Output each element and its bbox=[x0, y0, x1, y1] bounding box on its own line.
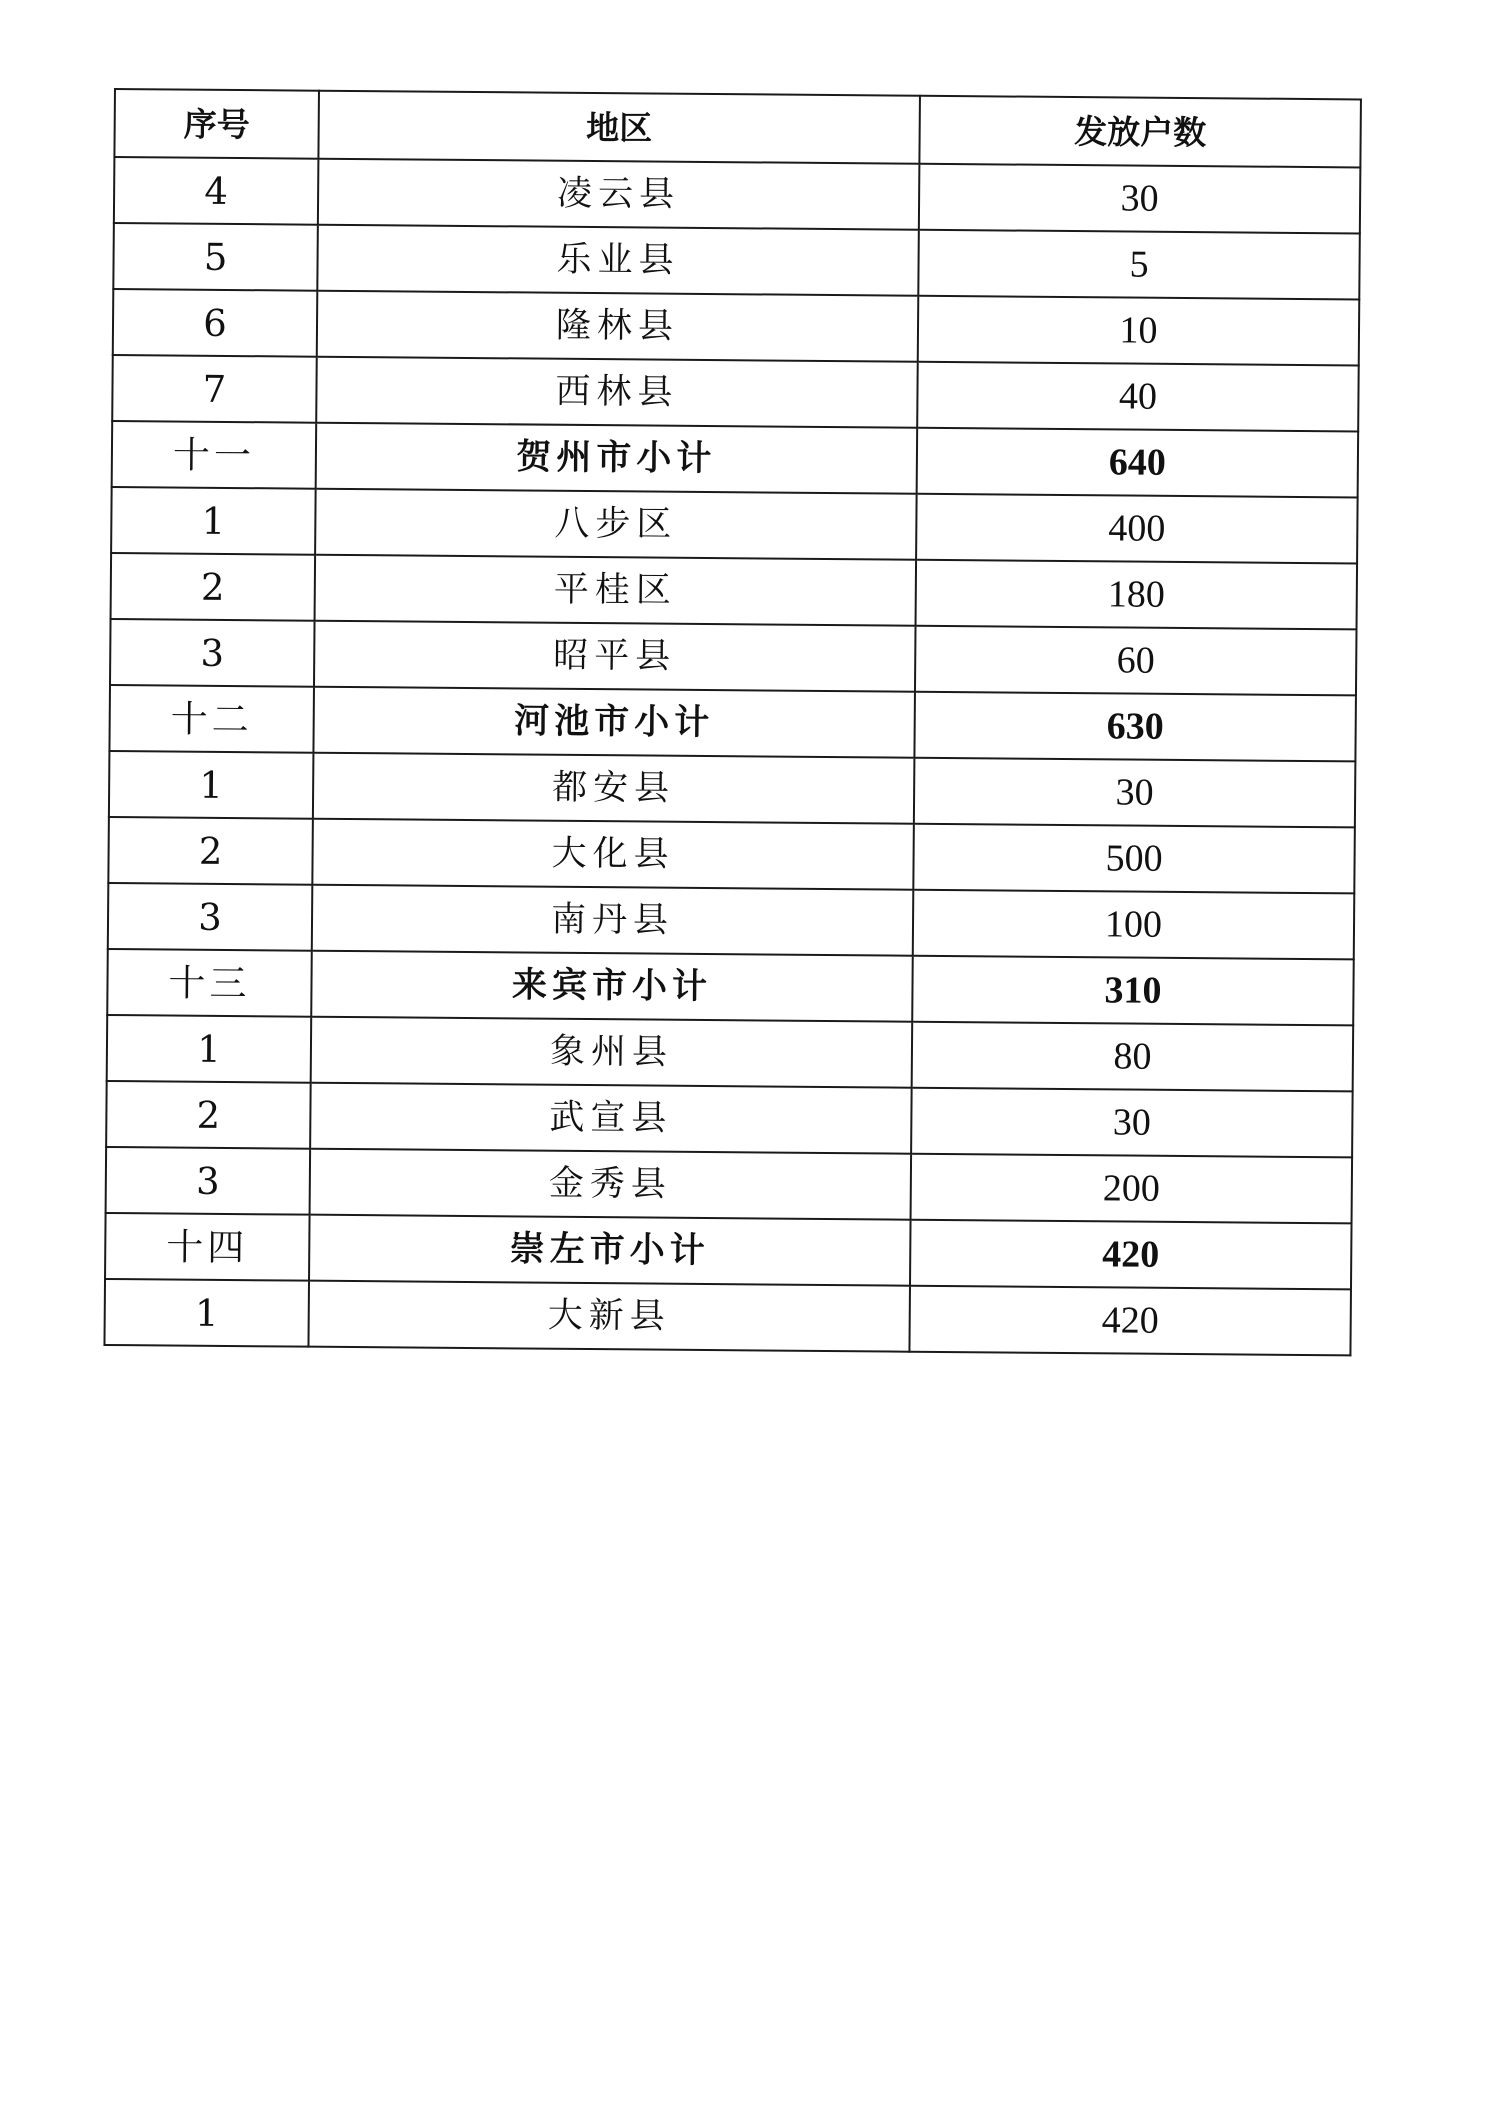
cell-region: 隆林县 bbox=[317, 291, 919, 362]
cell-seq: 十四 bbox=[105, 1213, 310, 1281]
cell-seq: 3 bbox=[106, 1147, 311, 1215]
cell-region: 来宾市小计 bbox=[311, 951, 913, 1022]
header-row bbox=[114, 89, 1361, 167]
cell-seq: 6 bbox=[113, 289, 318, 357]
subtotal-row bbox=[112, 421, 1359, 497]
cell-seq: 1 bbox=[109, 751, 314, 819]
cell-region: 平桂区 bbox=[315, 555, 917, 626]
cell-seq: 3 bbox=[108, 883, 313, 951]
table-row bbox=[110, 619, 1357, 695]
cell-region: 崇左市小计 bbox=[309, 1215, 911, 1286]
cell-seq: 4 bbox=[114, 157, 319, 225]
table-row bbox=[113, 289, 1360, 365]
table-row bbox=[104, 1279, 1351, 1355]
cell-count: 640 bbox=[917, 428, 1359, 498]
cell-seq: 1 bbox=[107, 1015, 312, 1083]
cell-count: 630 bbox=[914, 692, 1356, 762]
cell-seq: 3 bbox=[110, 619, 315, 687]
table-row bbox=[109, 751, 1356, 827]
cell-region: 大化县 bbox=[312, 819, 914, 890]
cell-count: 420 bbox=[910, 1220, 1352, 1290]
cell-region: 凌云县 bbox=[318, 159, 920, 230]
cell-seq: 1 bbox=[104, 1279, 309, 1347]
cell-count: 80 bbox=[912, 1022, 1354, 1092]
cell-region: 金秀县 bbox=[310, 1149, 912, 1220]
header-region: 地区 bbox=[318, 91, 920, 164]
cell-region: 贺州市小计 bbox=[316, 423, 918, 494]
cell-region: 南丹县 bbox=[312, 885, 914, 956]
cell-seq: 5 bbox=[113, 223, 318, 291]
cell-region: 象州县 bbox=[311, 1017, 913, 1088]
cell-region: 乐业县 bbox=[317, 225, 919, 296]
cell-region: 武宣县 bbox=[310, 1083, 912, 1154]
allocation-table bbox=[103, 88, 1361, 1356]
cell-seq: 十二 bbox=[109, 685, 314, 753]
subtotal-row bbox=[109, 685, 1356, 761]
cell-count: 400 bbox=[916, 494, 1358, 564]
cell-count: 5 bbox=[918, 230, 1360, 300]
cell-seq: 十一 bbox=[112, 421, 317, 489]
table-row bbox=[112, 355, 1359, 431]
table-body bbox=[104, 157, 1360, 1355]
table-row bbox=[107, 1015, 1354, 1091]
table-row bbox=[113, 223, 1360, 299]
table-row bbox=[108, 883, 1355, 959]
cell-count: 40 bbox=[917, 362, 1359, 432]
cell-count: 310 bbox=[912, 956, 1354, 1026]
cell-count: 10 bbox=[918, 296, 1360, 366]
subtotal-row bbox=[105, 1213, 1352, 1289]
cell-count: 420 bbox=[909, 1286, 1351, 1356]
cell-count: 60 bbox=[915, 626, 1357, 696]
cell-region: 大新县 bbox=[308, 1281, 910, 1352]
cell-count: 180 bbox=[916, 560, 1358, 630]
cell-seq: 7 bbox=[112, 355, 317, 423]
cell-region: 西林县 bbox=[316, 357, 918, 428]
cell-region: 都安县 bbox=[313, 753, 915, 824]
table-row bbox=[106, 1081, 1353, 1157]
cell-seq: 2 bbox=[106, 1081, 311, 1149]
cell-count: 500 bbox=[913, 824, 1355, 894]
cell-region: 八步区 bbox=[315, 489, 917, 560]
cell-count: 100 bbox=[913, 890, 1355, 960]
cell-seq: 1 bbox=[111, 487, 316, 555]
table-row bbox=[106, 1147, 1353, 1223]
cell-seq: 十三 bbox=[107, 949, 312, 1017]
cell-region: 河池市小计 bbox=[313, 687, 915, 758]
header-count: 发放户数 bbox=[919, 96, 1361, 168]
table-row bbox=[108, 817, 1355, 893]
table-row bbox=[114, 157, 1361, 233]
cell-count: 200 bbox=[911, 1154, 1353, 1224]
table-header bbox=[114, 89, 1361, 167]
table-row bbox=[111, 487, 1358, 563]
cell-count: 30 bbox=[911, 1088, 1353, 1158]
cell-count: 30 bbox=[914, 758, 1356, 828]
subtotal-row bbox=[107, 949, 1354, 1025]
cell-seq: 2 bbox=[108, 817, 313, 885]
cell-count: 30 bbox=[919, 164, 1361, 234]
header-seq: 序号 bbox=[114, 89, 319, 159]
cell-region: 昭平县 bbox=[314, 621, 916, 692]
table-row bbox=[111, 553, 1358, 629]
cell-seq: 2 bbox=[111, 553, 316, 621]
